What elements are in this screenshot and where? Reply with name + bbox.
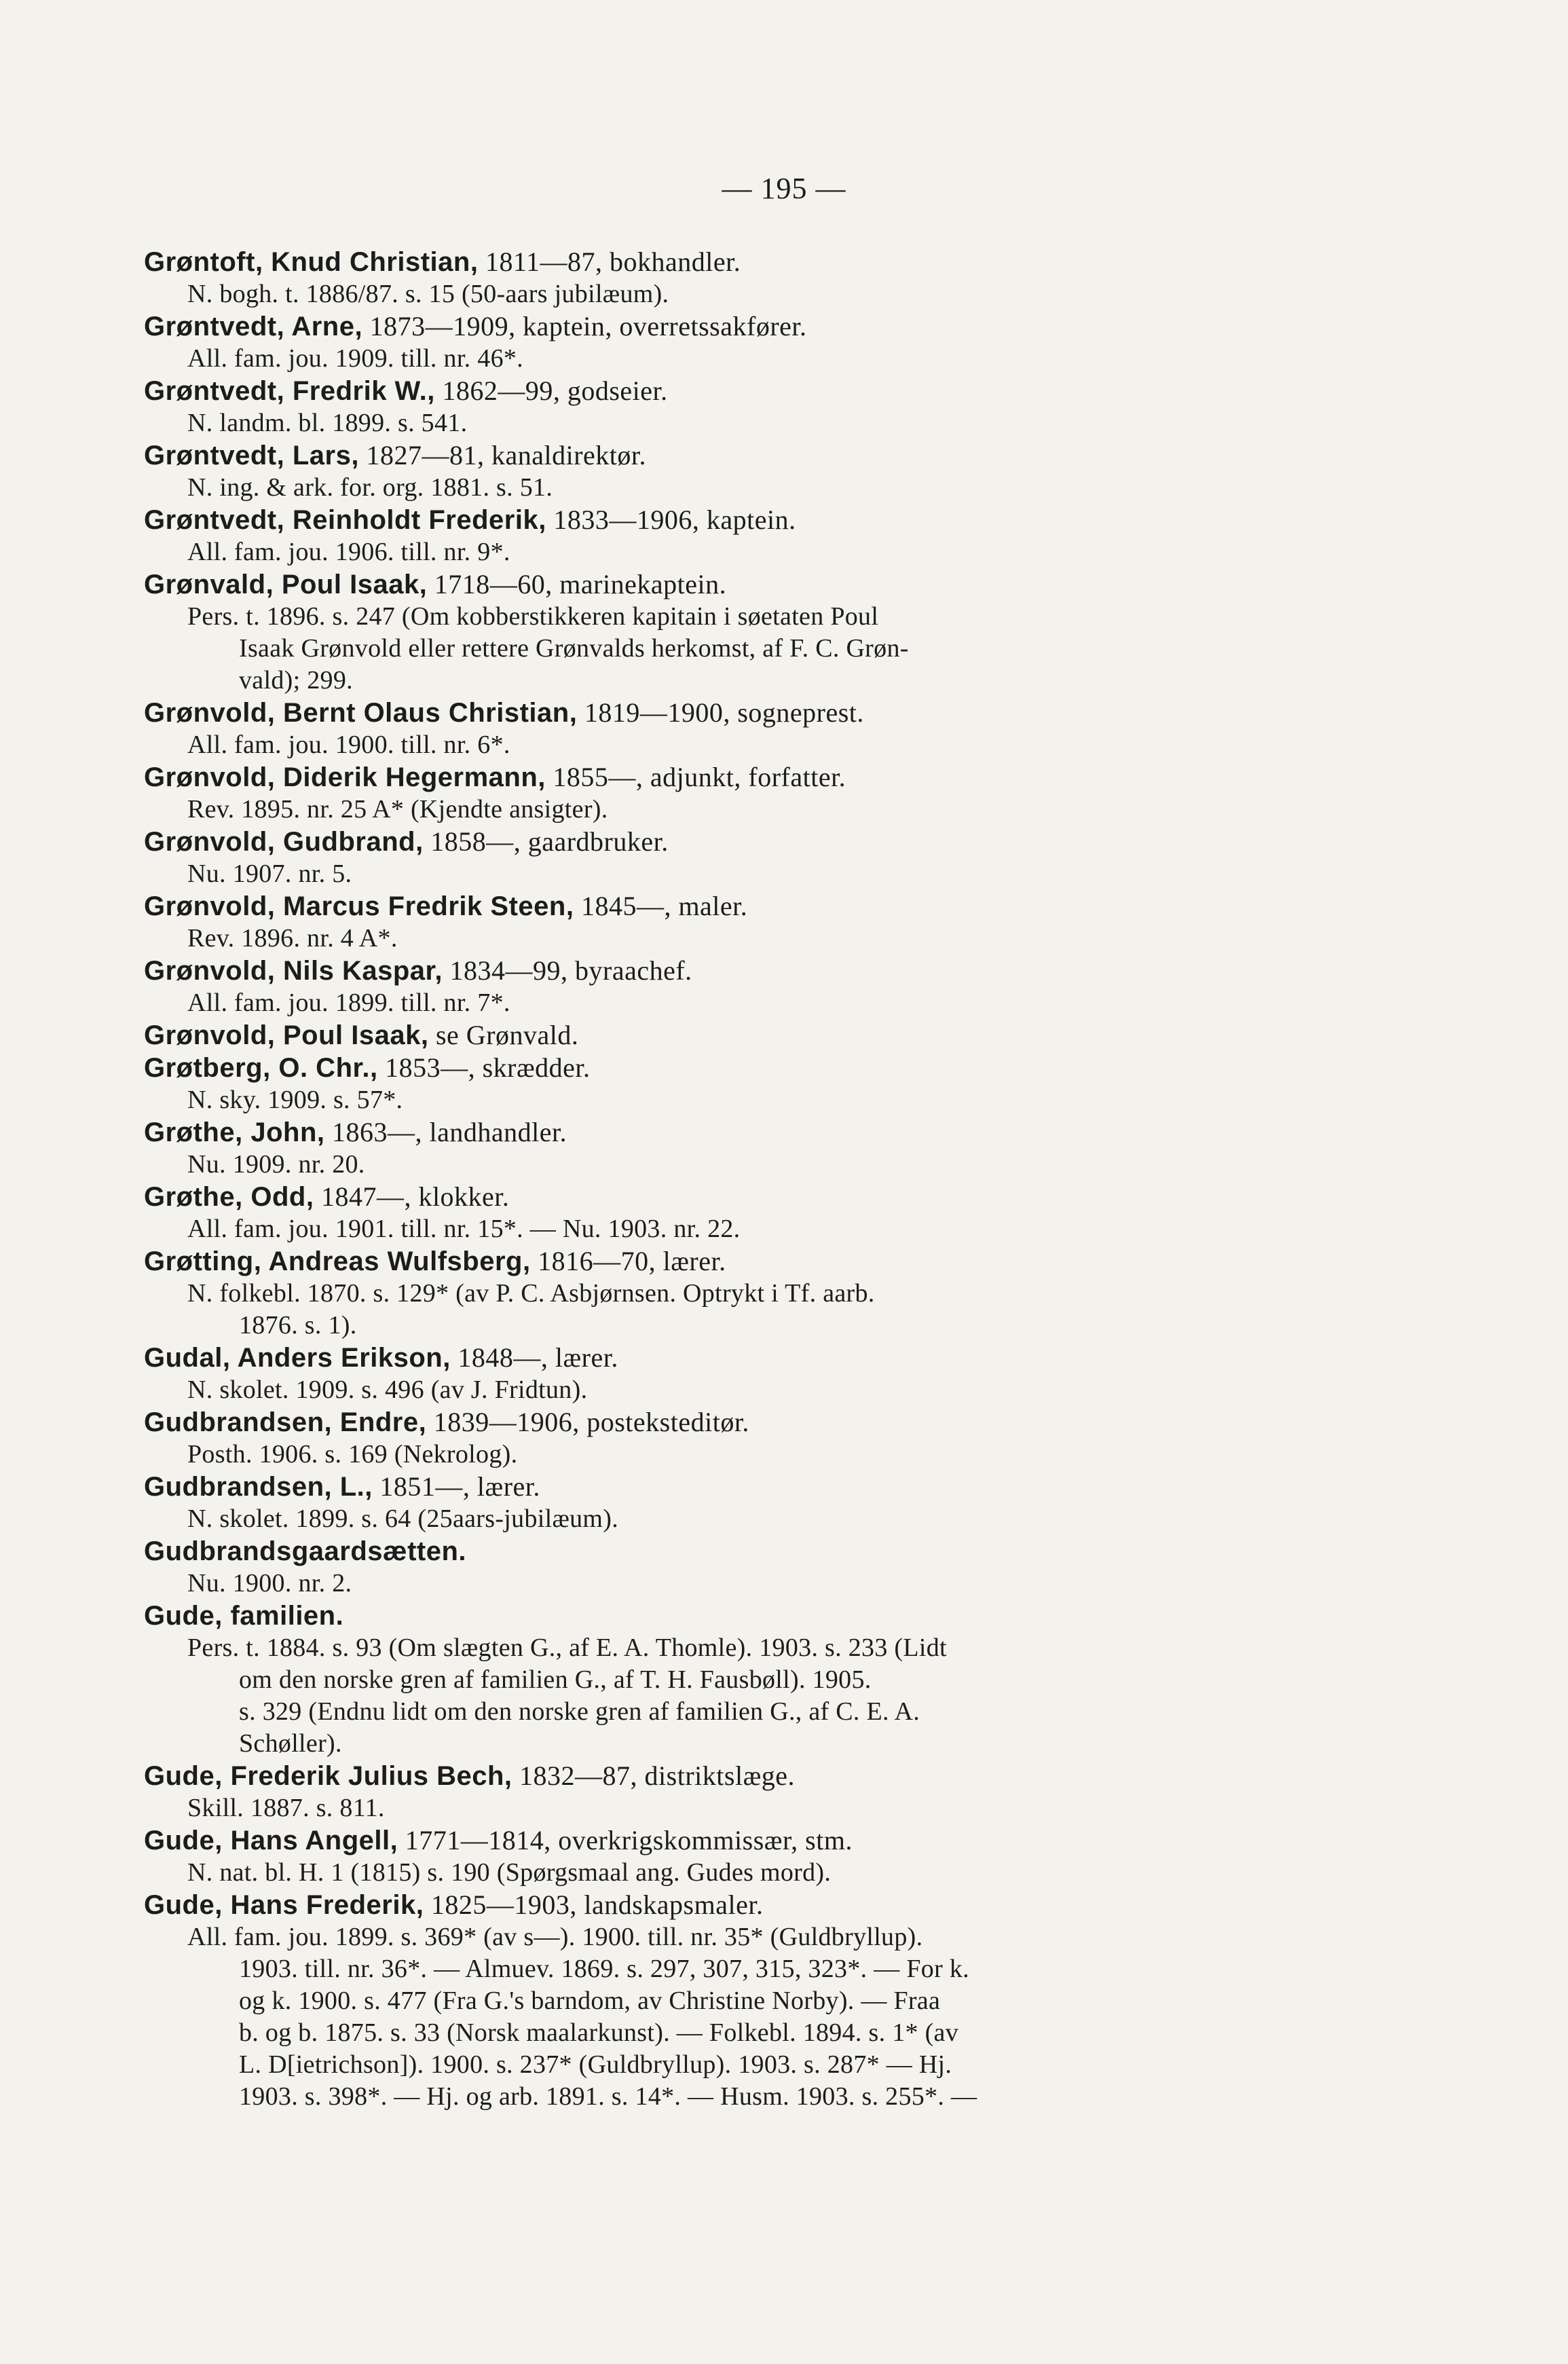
entry-name: Grøtting, Andreas Wulfsberg,: [144, 1246, 531, 1276]
entry-name: Grønvold, Diderik Hegermann,: [144, 762, 546, 792]
reference-line: 1876. s. 1).: [239, 1311, 357, 1340]
entry-description: 1832—87, distriktslæge.: [512, 1760, 795, 1791]
entry-heading: [144, 1471, 1325, 1503]
entry-references: [144, 601, 1325, 697]
reference-line: Rev. 1895. nr. 25 A* (Kjendte ansigter).: [187, 795, 608, 824]
entry-references: [144, 1278, 1325, 1342]
entry-references: [144, 1149, 1325, 1181]
index-entry: [144, 1760, 1325, 1824]
reference-line: Pers. t. 1896. s. 247 (Om kobberstikkeren kapitain i søetaten Poul: [187, 602, 879, 631]
entry-description: 1845—, maler.: [574, 891, 748, 921]
entry-description: 1873—1909, kaptein, overretssakfører.: [362, 311, 807, 341]
reference-line: All. fam. jou. 1900. till. nr. 6*.: [187, 731, 510, 759]
page-number: — 195 —: [722, 172, 846, 205]
entry-name: Gude, familien.: [144, 1601, 344, 1631]
entry-name: Grønvold, Poul Isaak,: [144, 1020, 429, 1050]
entry-heading: [144, 1760, 1325, 1792]
reference-line: Schøller).: [239, 1729, 342, 1758]
entry-heading: [144, 826, 1325, 858]
entry-name: Gude, Hans Angell,: [144, 1826, 398, 1855]
entry-references: [144, 343, 1325, 375]
entry-description: 1718—60, marinekaptein.: [427, 569, 727, 599]
entry-heading: [144, 761, 1325, 794]
entry-description: 1858—, gaardbruker.: [423, 826, 669, 857]
entry-name: Grøntvedt, Arne,: [144, 312, 363, 341]
entry-name: Grøntvedt, Lars,: [144, 441, 359, 470]
index-entry: [144, 504, 1325, 568]
entry-heading: [144, 568, 1325, 601]
index-entry: [144, 1245, 1325, 1342]
index-entry: [144, 1342, 1325, 1406]
index-entry: [144, 1600, 1325, 1760]
entry-description: 1816—70, lærer.: [530, 1246, 726, 1276]
entry-description: 1771—1814, overkrigskommissær, stm.: [398, 1825, 853, 1855]
entry-references: [144, 536, 1325, 568]
entry-name: Gudbrandsgaardsætten.: [144, 1536, 467, 1566]
reference-line: N. nat. bl. H. 1 (1815) s. 190 (Spørgsmaal ang. Gudes mord).: [187, 1858, 832, 1887]
entry-description: 1853—, skrædder.: [377, 1052, 591, 1083]
reference-line: N. bogh. t. 1886/87. s. 15 (50-aars jubilæum).: [187, 280, 669, 308]
entry-description: 1855—, adjunkt, forfatter.: [545, 762, 846, 792]
entry-references: [144, 472, 1325, 504]
entry-references: [144, 1857, 1325, 1889]
entry-references: [144, 1084, 1325, 1116]
entry-description: 1834—99, byraachef.: [443, 955, 692, 986]
entry-name: Grønvold, Marcus Fredrik Steen,: [144, 891, 574, 921]
entry-references: [144, 1503, 1325, 1535]
index-entry: [144, 1116, 1325, 1181]
index-entry: [144, 1889, 1325, 2113]
entry-heading: [144, 439, 1325, 472]
entry-references: [144, 1632, 1325, 1760]
entry-references: [144, 1921, 1325, 2113]
entry-heading: [144, 246, 1325, 278]
entry-name: Grøntoft, Knud Christian,: [144, 247, 479, 277]
index-entry: [144, 246, 1325, 310]
reference-line: b. og b. 1875. s. 33 (Norsk maalarkunst). — Folkebl. 1894. s. 1* (av: [239, 2018, 959, 2047]
entry-heading: [144, 1181, 1325, 1213]
entry-description: 1863—, landhandler.: [324, 1117, 567, 1147]
entry-list: [144, 246, 1325, 2113]
entry-name: Grøntvedt, Fredrik W.,: [144, 376, 435, 406]
entry-references: [144, 1439, 1325, 1471]
reference-line: L. D[ietrichson]). 1900. s. 237* (Guldbryllup). 1903. s. 287* — Hj.: [239, 2050, 952, 2079]
entry-name: Grønvold, Bernt Olaus Christian,: [144, 698, 578, 728]
reference-line: Isaak Grønvold eller rettere Grønvalds herkomst, af F. C. Grøn-: [239, 634, 909, 663]
index-entry: [144, 1052, 1325, 1116]
entry-name: Gudbrandsen, Endre,: [144, 1407, 427, 1437]
reference-line: om den norske gren af familien G., af T. H. Fausbøll). 1905.: [239, 1665, 872, 1694]
entry-name: Grøthe, Odd,: [144, 1182, 314, 1212]
index-entry: [144, 1471, 1325, 1535]
reference-line: Nu. 1909. nr. 20.: [187, 1150, 365, 1179]
entry-description: 1819—1900, sogneprest.: [577, 697, 864, 728]
entry-references: [144, 407, 1325, 439]
entry-references: [144, 1792, 1325, 1824]
index-entry: [144, 1535, 1325, 1600]
reference-line: Nu. 1907. nr. 5.: [187, 860, 352, 888]
entry-description: 1862—99, godseier.: [434, 375, 668, 406]
entry-name: Grønvold, Gudbrand,: [144, 827, 424, 857]
entry-heading: [144, 1824, 1325, 1857]
entry-heading: [144, 1342, 1325, 1374]
entry-name: Grønvold, Nils Kaspar,: [144, 956, 443, 986]
entry-references: [144, 1374, 1325, 1406]
index-entry: [144, 826, 1325, 890]
reference-line: s. 329 (Endnu lidt om den norske gren af familien G., af C. E. A.: [239, 1697, 920, 1726]
entry-references: [144, 794, 1325, 826]
entry-name: Gude, Hans Frederik,: [144, 1890, 424, 1920]
reference-line: All. fam. jou. 1899. till. nr. 7*.: [187, 989, 510, 1017]
entry-name: Grøntvedt, Reinholdt Frederik,: [144, 505, 546, 535]
entry-heading: [144, 697, 1325, 729]
index-entry: [144, 697, 1325, 761]
entry-description: 1847—, klokker.: [314, 1181, 510, 1212]
reference-line: All. fam. jou. 1906. till. nr. 9*.: [187, 538, 510, 566]
reference-line: Pers. t. 1884. s. 93 (Om slægten G., af E. A. Thomle). 1903. s. 233 (Lidt: [187, 1633, 947, 1662]
entry-heading: [144, 504, 1325, 536]
reference-line: All. fam. jou. 1899. s. 369* (av s—). 1900. till. nr. 35* (Guldbryllup).: [187, 1923, 923, 1951]
entry-name: Grøtberg, O. Chr.,: [144, 1053, 378, 1083]
index-entry: [144, 890, 1325, 955]
entry-heading: [144, 1406, 1325, 1439]
entry-description: 1825—1903, landskapsmaler.: [424, 1889, 764, 1920]
reference-line: vald); 299.: [239, 666, 353, 695]
entry-description: 1827—81, kanaldirektør.: [358, 440, 646, 470]
entry-heading: [144, 1600, 1325, 1632]
entry-references: [144, 987, 1325, 1019]
entry-name: Grøthe, John,: [144, 1118, 325, 1147]
reference-line: N. skolet. 1909. s. 496 (av J. Fridtun).: [187, 1375, 588, 1404]
entry-heading: [144, 1245, 1325, 1278]
entry-heading: [144, 1889, 1325, 1921]
reference-line: 1903. s. 398*. — Hj. og arb. 1891. s. 14*. — Husm. 1903. s. 255*. —: [239, 2082, 977, 2111]
index-entry: [144, 439, 1325, 504]
entry-references: [144, 278, 1325, 310]
entry-heading: [144, 955, 1325, 987]
entry-heading: [144, 1052, 1325, 1084]
reference-line: N. folkebl. 1870. s. 129* (av P. C. Asbjørnsen. Optrykt i Tf. aarb.: [187, 1279, 875, 1308]
entry-name: Gude, Frederik Julius Bech,: [144, 1761, 512, 1791]
reference-line: Posth. 1906. s. 169 (Nekrolog).: [187, 1440, 518, 1469]
entry-heading: [144, 890, 1325, 923]
reference-line: Nu. 1900. nr. 2.: [187, 1569, 352, 1597]
entry-heading: [144, 1116, 1325, 1149]
entry-name: Grønvald, Poul Isaak,: [144, 570, 428, 599]
entry-description: 1833—1906, kaptein.: [546, 504, 796, 535]
entry-heading: [144, 1019, 1325, 1052]
index-entry: [144, 1406, 1325, 1471]
entry-description: 1851—, lærer.: [372, 1471, 540, 1502]
reference-line: All. fam. jou. 1901. till. nr. 15*. — Nu. 1903. nr. 22.: [187, 1215, 741, 1243]
reference-line: All. fam. jou. 1909. till. nr. 46*.: [187, 344, 523, 373]
index-entry: [144, 1019, 1325, 1052]
entry-references: [144, 923, 1325, 955]
entry-description: 1848—, lærer.: [450, 1342, 618, 1373]
index-entry: [144, 310, 1325, 375]
reference-line: Rev. 1896. nr. 4 A*.: [187, 924, 398, 953]
index-entry: [144, 761, 1325, 826]
index-entry: [144, 955, 1325, 1019]
index-entry: [144, 568, 1325, 697]
reference-line: N. landm. bl. 1899. s. 541.: [187, 409, 468, 437]
entry-description: 1811—87, bokhandler.: [478, 246, 741, 277]
entry-name: Gudbrandsen, L.,: [144, 1472, 373, 1502]
reference-line: N. sky. 1909. s. 57*.: [187, 1086, 403, 1114]
entry-heading: [144, 310, 1325, 343]
index-entry: [144, 1824, 1325, 1889]
entry-references: [144, 1568, 1325, 1600]
entry-name: Gudal, Anders Erikson,: [144, 1343, 451, 1373]
reference-line: Skill. 1887. s. 811.: [187, 1794, 385, 1822]
entry-heading: [144, 375, 1325, 407]
reference-line: N. ing. & ark. for. org. 1881. s. 51.: [187, 473, 553, 502]
reference-line: 1903. till. nr. 36*. — Almuev. 1869. s. 297, 307, 315, 323*. — For k.: [239, 1955, 969, 1983]
index-entry: [144, 1181, 1325, 1245]
reference-line: og k. 1900. s. 477 (Fra G.'s barndom, av Christine Norby). — Fraa: [239, 1987, 941, 2015]
entry-description: se Grønvald.: [428, 1020, 579, 1050]
entry-description: 1839—1906, posteksteditør.: [426, 1407, 749, 1437]
entry-references: [144, 858, 1325, 890]
entry-references: [144, 729, 1325, 761]
entry-references: [144, 1213, 1325, 1245]
entry-heading: [144, 1535, 1325, 1568]
index-entry: [144, 375, 1325, 439]
reference-line: N. skolet. 1899. s. 64 (25aars-jubilæum).: [187, 1504, 619, 1533]
